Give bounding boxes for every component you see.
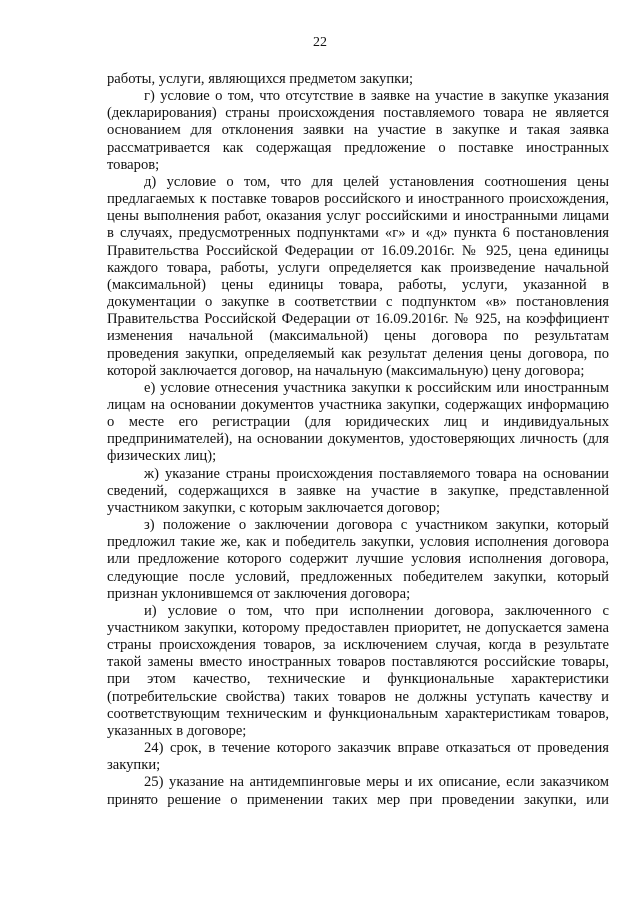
paragraph-item-z: з) положение о заключении договора с участником закупки, который предложил такие же, как и победитель закупки, условия исполнения договора или предложение которого содержит лучшие условия исполнения договора, следующие после условий, предложенных победителем закупки, который признан уклонившемся от заключения договора;: [107, 517, 609, 602]
paragraph-item-25: 25) указание на антидемпинговые меры и их описание, если заказчиком принято решение о применении таких мер при проведении закупки, или: [107, 774, 609, 808]
paragraph-item-g: г) условие о том, что отсутствие в заявке на участие в закупке указания (декларирования) страны происхождения поставляемого товара не является основанием для отклонения заявки на участие в закупке и такая заявка рассматривается как содержащая предложение о поставке иностранных товаров;: [107, 88, 609, 173]
paragraph-item-24: 24) срок, в течение которого заказчик вправе отказаться от проведения закупки;: [107, 740, 609, 774]
document-body: [107, 71, 609, 809]
paragraph-item-e: е) условие отнесения участника закупки к российским или иностранным лицам на основании документов участника закупки, содержащих информацию о месте его регистрации (для юридических лиц и индивидуальных предпринимателей), на основании документов, удостоверяющих личность (для физических лиц);: [107, 379, 609, 465]
page-number: 22: [313, 35, 327, 50]
paragraph-item-zh: ж) указание страны происхождения поставляемого товара на основании сведений, содержащихся в заявке на участие в закупке, представленной участником закупки, с которым заключается договор;: [107, 465, 609, 516]
paragraph-continuation: работы, услуги, являющихся предметом закупки;: [107, 71, 414, 87]
paragraph-item-d: д) условие о том, что для целей установления соотношения цены предлагаемых к поставке товаров российского и иностранного происхождения, цены выполнения работ, оказания услуг российскими и иностранными лицами в случаях, предусмотренных подпунктами «г» и «д» пункта 6 постановления Правительства Российской Федерации от 16.09.2016г. № 925, цена единицы каждого товара, работы, услуги определяется как произведение начальной (максимальной) цены единицы товара, работы, услуги, указанной в документации о закупке в соответствии с подпунктом «в» постановления Правительства Российской Федерации от 16.09.2016г. № 925, на коэффициент изменения начальной (максимальной) цены договора по результатам проведения закупки, определяемый как результат деления цены договора, по которой заключается договор, на начальную (максимальную) цену договора;: [107, 173, 609, 379]
paragraph-item-i: и) условие о том, что при исполнении договора, заключенного с участником закупки, которому предоставлен приоритет, не допускается замена страны происхождения товаров, за исключением случая, когда в результате такой замены вместо иностранных товаров поставляются российские товары, при этом качество, технические и функциональные характеристики (потребительские свойства) таких товаров не должны уступать качеству и соответствующим техническим и функциональным характеристикам товаров, указанных в договоре;: [107, 602, 609, 739]
